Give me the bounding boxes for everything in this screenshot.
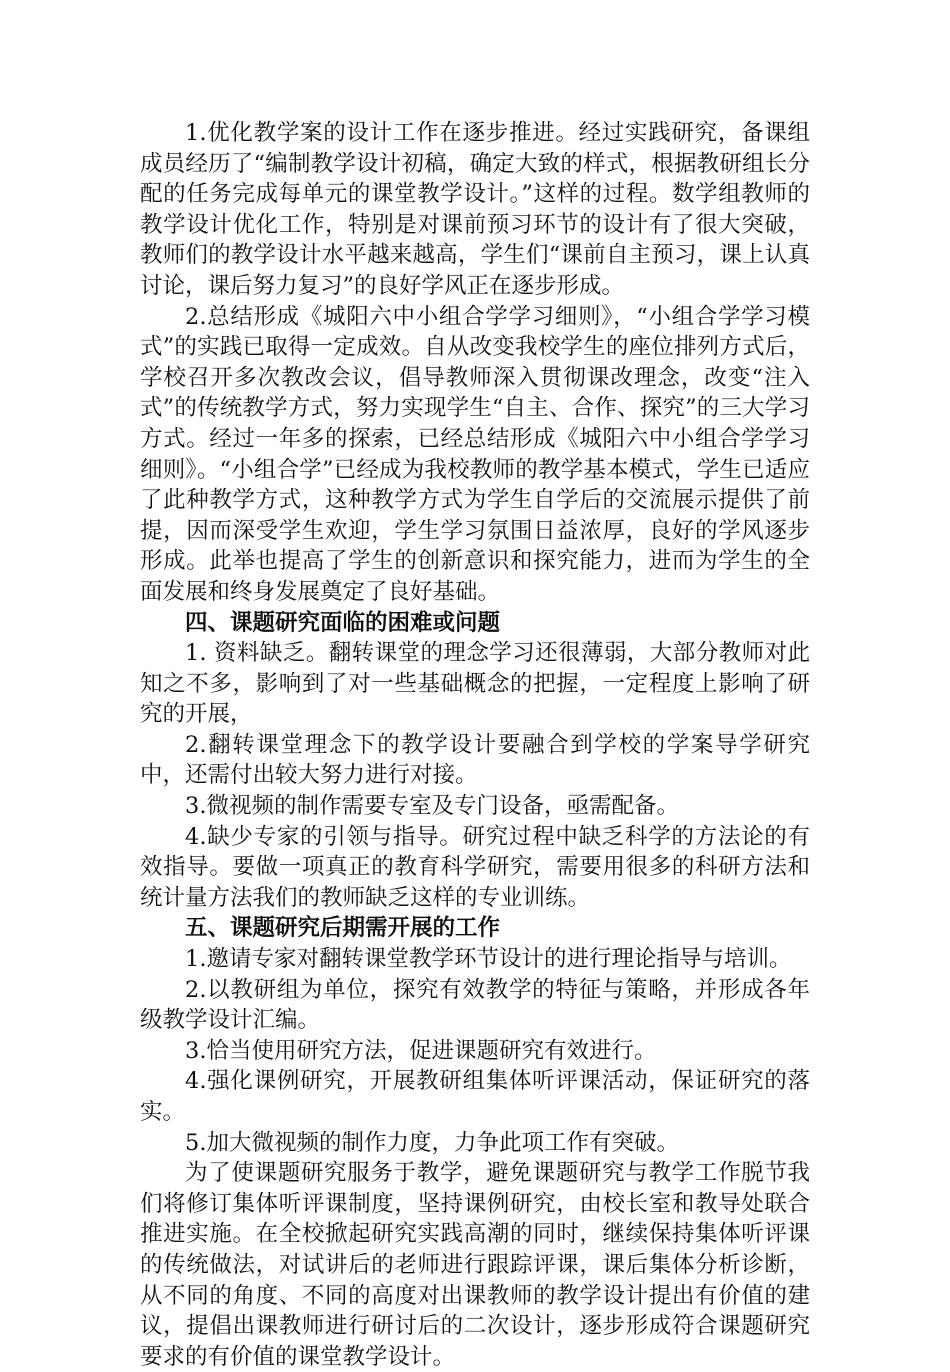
section4-item-2: 2.翻转课堂理念下的教学设计要融合到学校的学案导学研究中，还需付出较大努力进行对接。 [140,731,810,789]
section3-item-1: 1.优化教学案的设计工作在逐步推进。经过实践研究，备课组成员经历了“编制教学设计初稿，确定大致的样式，根据教研组长分配的任务完成每单元的课堂教学设计。”这样的过程。数学组教师的教学设计优化工作，特别是对课前预习环节的设计有了很大突破，教师们的教学设计水平越来越高，学生们“课前自主预习，课上认真讨论，课后努力复习”的良好学风正在逐步形成。 [140,120,810,299]
document-page [140,118,810,1372]
section3-item-2: 2.总结形成《城阳六中小组合学学习细则》，“小组合学学习模式”的实践已取得一定成效。自从改变我校学生的座位排列方式后，学校召开多次教改会议，倡导教师深入贯彻课改理念，改变“注入式”的传统教学方式，努力实现学生“自主、合作、探究”的三大学习方式。经过一年多的探索，已经总结形成《城阳六中小组合学学习细则》。“小组合学”已经成为我校教师的教学基本模式，学生已适应了此种教学方式，这种教学方式为学生自学后的交流展示提供了前提，因而深受学生欢迎，学生学习氛围日益浓厚，良好的学风逐步形成。此举也提高了学生的创新意识和探究能力，进而为学生的全面发展和终身发展奠定了良好基础。 [140,303,810,605]
section5-item-1: 1.邀请专家对翻转课堂教学环节设计的进行理论指导与培训。 [185,946,792,973]
section5-item-5: 5.加大微视频的制作力度，力争此项工作有突破。 [185,1129,679,1156]
section4-item-3: 3.微视频的制作需要专室及专门设备，亟需配备。 [185,793,679,820]
section5-item-3: 3.恰当使用研究方法，促进课题研究有效进行。 [185,1037,657,1064]
closing-paragraph: 为了使课题研究服务于教学，避免课题研究与教学工作脱节我们将修订集体听评课制度，坚持课例研究，由校长室和教导处联合推进实施。在全校掀起研究实践高潮的同时，继续保持集体听评课的传统做法，对试讲后的老师进行跟踪评课，课后集体分析诊断，从不同的角度、不同的高度对出课教师的教学设计提出有价值的建议，提倡出课教师进行研讨后的二次设计，逐步形成符合课题研究要求的有价值的课堂教学设计。 [140,1160,810,1370]
section5-heading: 五、课题研究后期需开展的工作 [185,915,501,942]
section4-item-1: 1. 资料缺乏。翻转课堂的理念学习还很薄弱，大部分教师对此知之不多，影响到了对一些基础概念的把握，一定程度上影响了研究的开展， [140,640,810,728]
section4-item-4: 4.缺少专家的引领与指导。研究过程中缺乏科学的方法论的有效指导。要做一项真正的教育科学研究，需要用很多的科研方法和统计量方法我们的教师缺乏这样的专业训练。 [140,823,810,911]
section5-item-4: 4.强化课例研究，开展教研组集体听评课活动，保证研究的落实。 [140,1068,810,1125]
section4-heading: 四、课题研究面临的困难或问题 [185,609,501,636]
section5-item-2: 2.以教研组为单位，探究有效教学的特征与策略，并形成各年级教学设计汇编。 [140,976,810,1034]
